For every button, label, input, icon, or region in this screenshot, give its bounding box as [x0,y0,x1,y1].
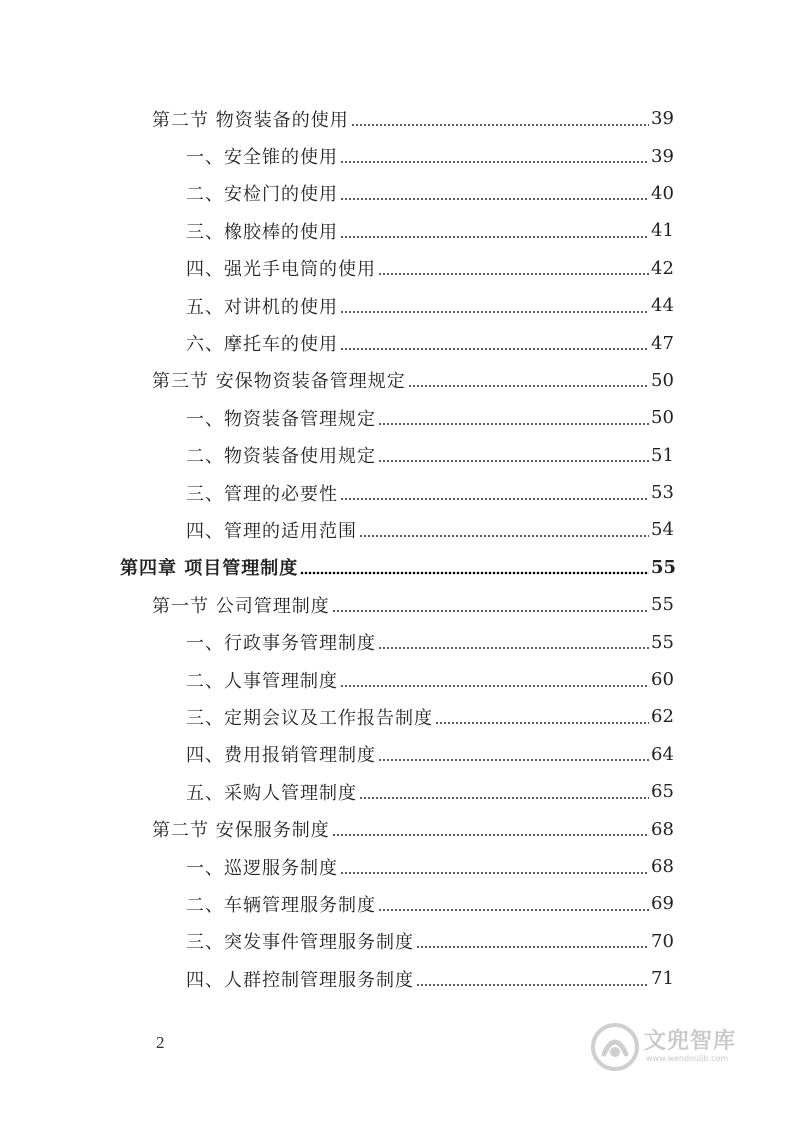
toc-item-row[interactable] [0,661,793,698]
table-of-contents [0,100,793,997]
toc-entry-title: 三、橡胶棒的使用 [186,221,338,243]
toc-entry-page: 64 [651,743,674,765]
toc-entry-page: 55 [651,631,674,653]
toc-entry-title: 第一节 公司管理制度 [152,595,330,617]
watermark [590,1020,760,1080]
dot-leader [300,558,649,576]
toc-item-row[interactable] [0,474,793,511]
toc-entry-page: 47 [651,332,674,354]
toc-entry-title: 四、人群控制管理服务制度 [186,969,414,991]
logo-icon [590,1022,640,1072]
toc-entry-page: 41 [651,220,674,242]
toc-item-row[interactable] [0,885,793,922]
toc-item-row[interactable] [0,698,793,735]
toc-entry-page: 55 [651,594,674,616]
dot-leader [340,297,649,315]
toc-entry-title: 四、费用报销管理制度 [186,745,376,767]
toc-item-row[interactable] [0,175,793,212]
toc-entry-page: 42 [651,257,674,279]
dot-leader [359,783,649,801]
toc-entry-title: 二、物资装备使用规定 [186,446,376,468]
dot-leader [340,484,649,502]
toc-item-row[interactable] [0,923,793,960]
toc-entry-page: 40 [651,182,674,204]
watermark-brand: 文兜智库 [644,1029,737,1054]
toc-item-row[interactable] [0,137,793,174]
dot-leader [408,371,649,389]
toc-entry-page: 51 [651,444,674,466]
toc-entry-page: 60 [651,669,674,691]
toc-section-row[interactable] [0,810,793,847]
toc-entry-page: 68 [651,856,674,877]
dot-leader [416,932,649,950]
dot-leader [435,708,649,726]
toc-entry-title: 第三节 安保物资装备管理规定 [152,371,406,393]
dot-leader [378,409,649,427]
toc-entry-page: 44 [651,295,674,317]
toc-section-row[interactable] [0,362,793,399]
toc-item-row[interactable] [0,399,793,436]
dot-leader [378,446,649,464]
toc-entry-title: 三、突发事件管理服务制度 [186,932,414,954]
toc-entry-title: 五、对讲机的使用 [186,296,338,318]
dot-leader [340,147,649,165]
dot-leader [340,671,649,689]
toc-item-row[interactable] [0,623,793,660]
toc-entry-page: 39 [651,108,674,130]
toc-entry-title: 四、管理的适用范围 [186,520,357,542]
dot-leader [332,820,649,838]
toc-entry-title: 第四章 项目管理制度 [120,558,299,580]
watermark-url: www.wendoulib.com [646,1054,729,1063]
toc-item-row[interactable] [0,960,793,997]
dot-leader [378,895,649,913]
toc-entry-page: 62 [651,706,674,728]
toc-entry-title: 三、定期会议及工作报告制度 [186,707,433,729]
dot-leader [378,745,649,763]
dot-leader [416,970,649,988]
toc-entry-title: 一、行政事务管理制度 [186,633,376,655]
toc-item-row[interactable] [0,250,793,287]
toc-entry-title: 二、车辆管理服务制度 [186,894,376,916]
toc-section-row[interactable] [0,100,793,137]
toc-entry-title: 六、摩托车的使用 [186,334,338,356]
toc-item-row[interactable] [0,437,793,474]
toc-entry-page: 50 [651,407,674,429]
toc-entry-page: 54 [651,519,674,541]
toc-entry-page: 53 [651,482,674,504]
dot-leader [340,222,649,240]
toc-entry-page: 69 [651,893,674,915]
toc-entry-page: 70 [651,930,674,952]
dot-leader [351,110,649,128]
toc-entry-title: 三、管理的必要性 [186,483,338,505]
toc-entry-title: 第二节 安保服务制度 [152,820,330,842]
toc-item-row[interactable] [0,287,793,324]
toc-item-row[interactable] [0,212,793,249]
toc-item-row[interactable] [0,773,793,810]
toc-entry-title: 五、采购人管理制度 [186,782,357,804]
page-number: 2 [156,1033,165,1052]
toc-entry-page: 68 [651,818,674,840]
dot-leader [340,334,649,352]
toc-entry-title: 四、强光手电筒的使用 [186,259,376,281]
toc-entry-page: 71 [651,968,674,990]
dot-leader [332,596,649,614]
toc-item-row[interactable] [0,324,793,361]
toc-section-row[interactable] [0,586,793,623]
toc-entry-page: 50 [651,369,674,391]
dot-leader [340,858,649,876]
toc-item-row[interactable] [0,736,793,773]
toc-entry-title: 二、安检门的使用 [186,184,338,206]
dot-leader [378,259,649,277]
toc-entry-title: 一、物资装备管理规定 [186,408,376,430]
toc-entry-title: 一、巡逻服务制度 [186,857,338,879]
toc-item-row[interactable] [0,511,793,548]
toc-entry-title: 第二节 物资装备的使用 [152,109,349,131]
toc-entry-page: 39 [651,145,674,167]
toc-chapter-row[interactable] [0,549,793,586]
dot-leader [359,521,649,539]
toc-entry-title: 二、人事管理制度 [186,670,338,692]
toc-entry-page: 55 [651,556,677,578]
toc-item-row[interactable] [0,848,793,885]
dot-leader [340,184,649,202]
toc-entry-page: 65 [651,781,674,803]
toc-entry-title: 一、安全锥的使用 [186,147,338,169]
dot-leader [378,633,649,651]
